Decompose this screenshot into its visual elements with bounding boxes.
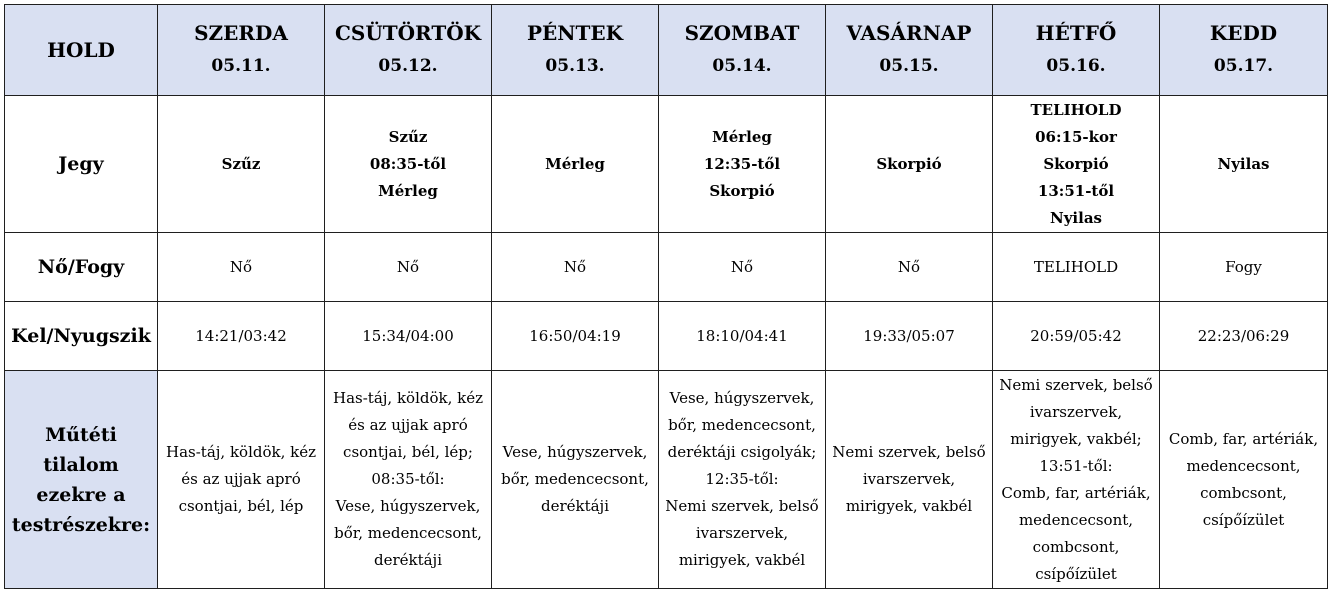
- times-cell: 19:33/05:07: [826, 302, 993, 371]
- organs-line: mirigyek, vakbél: [845, 497, 973, 515]
- times-cell: 18:10/04:41: [659, 302, 826, 371]
- organs-line: csípőízület: [1035, 564, 1117, 583]
- day-name: VASÁRNAP: [846, 21, 972, 45]
- surgery-row: [5, 371, 1328, 589]
- sign-line: Skorpió: [709, 181, 775, 200]
- organs-line: medencecsont,: [1018, 510, 1134, 529]
- phase-cell: Nő: [659, 233, 826, 302]
- sign-line: Nyilas: [1217, 154, 1270, 173]
- sign-line: 12:35-től: [703, 154, 781, 173]
- phase-cell: TELIHOLD: [993, 233, 1160, 302]
- organs-line: Nemi szervek, belső: [665, 497, 819, 515]
- row-label-phase: Nő/Fogy: [5, 233, 158, 302]
- day-date: 05.16.: [1046, 56, 1106, 76]
- sign-line: TELIHOLD: [1030, 100, 1122, 119]
- day-header: [492, 5, 659, 96]
- organs-line: deréktáji csigolyák;: [667, 443, 817, 461]
- sign-line: 08:35-től: [369, 154, 447, 173]
- day-name: HÉTFŐ: [1035, 21, 1117, 45]
- organs-line: csípőízület: [1202, 510, 1285, 529]
- organs-line: medencecsont,: [1186, 456, 1301, 475]
- organs-line: mirigyek, vakbél: [678, 551, 806, 569]
- organs-cell: [325, 371, 492, 589]
- organs-line: csontjai, bél, lép;: [343, 443, 473, 461]
- organs-line: bőr, medencecsont,: [334, 524, 482, 542]
- day-header: [993, 5, 1160, 96]
- organs-line: 08:35-től:: [371, 470, 445, 488]
- times-cell: 14:21/03:42: [158, 302, 325, 371]
- organs-cell: [659, 371, 826, 589]
- phase-cell: Nő: [158, 233, 325, 302]
- organs-line: bőr, medencecsont,: [668, 416, 816, 434]
- day-date: 05.12.: [378, 56, 438, 76]
- organs-cell: [1160, 371, 1328, 589]
- day-date: 05.13.: [545, 56, 605, 76]
- organs-line: csontjai, bél, lép: [178, 497, 304, 515]
- sign-line: Mérleg: [712, 127, 772, 146]
- day-name: PÉNTEK: [526, 21, 624, 45]
- organs-line: combcsont,: [1032, 537, 1120, 556]
- organs-line: combcsont,: [1200, 483, 1287, 502]
- organs-line: ivarszervek,: [1029, 402, 1123, 421]
- day-name: SZOMBAT: [684, 21, 800, 45]
- day-name: SZERDA: [194, 21, 288, 45]
- sign-line: 06:15-kor: [1035, 127, 1117, 146]
- day-date: 05.14.: [712, 56, 772, 76]
- organs-line: Nemi szervek, belső: [832, 443, 986, 461]
- times-row: [5, 302, 1328, 371]
- header-row: [5, 5, 1328, 96]
- organs-cell: [993, 371, 1160, 589]
- sign-cell: [158, 96, 325, 233]
- organs-line: 12:35-től:: [705, 470, 779, 488]
- organs-line: és az ujjak apró: [181, 470, 301, 488]
- phase-cell: Nő: [325, 233, 492, 302]
- row-label-line: Műtéti tilalom: [43, 423, 119, 476]
- day-header: [325, 5, 492, 96]
- day-header: [158, 5, 325, 96]
- sign-line: 13:51-től: [1037, 181, 1115, 200]
- organs-line: Vese, húgyszervek,: [335, 497, 481, 515]
- times-cell: 16:50/04:19: [492, 302, 659, 371]
- phase-cell: Nő: [826, 233, 993, 302]
- moon-calendar-table: [4, 4, 1328, 589]
- sign-line: Mérleg: [545, 154, 605, 173]
- organs-line: Has-táj, köldök, kéz: [166, 443, 316, 461]
- times-cell: 22:23/06:29: [1160, 302, 1328, 371]
- corner-label: HOLD: [5, 5, 158, 96]
- sign-cell: [325, 96, 492, 233]
- organs-cell: [826, 371, 993, 589]
- day-date: 05.11.: [211, 56, 271, 76]
- sign-cell: [826, 96, 993, 233]
- organs-line: 13:51-től:: [1039, 456, 1113, 475]
- day-header: [659, 5, 826, 96]
- sign-line: Mérleg: [378, 181, 438, 200]
- times-cell: 20:59/05:42: [993, 302, 1160, 371]
- row-label-line: ezekre a: [36, 483, 126, 506]
- sign-cell: [659, 96, 826, 233]
- day-header: [826, 5, 993, 96]
- organs-line: mirigyek, vakbél;: [1010, 429, 1142, 448]
- row-label-surgery: [5, 371, 158, 589]
- phase-row: [5, 233, 1328, 302]
- organs-line: Vese, húgyszervek,: [669, 389, 815, 407]
- organs-line: ivarszervek,: [695, 524, 789, 542]
- sign-line: Nyilas: [1050, 208, 1102, 227]
- sign-line: Skorpió: [1043, 154, 1109, 173]
- times-cell: 15:34/04:00: [325, 302, 492, 371]
- day-date: 05.17.: [1213, 56, 1274, 76]
- sign-cell: [993, 96, 1160, 233]
- sign-cell: [1160, 96, 1328, 233]
- day-name: CSÜTÖRTÖK: [334, 21, 482, 45]
- organs-line: Nemi szervek, belső: [999, 375, 1153, 394]
- organs-line: bőr, medencecsont,: [501, 470, 649, 488]
- organs-cell: [158, 371, 325, 589]
- day-header: [1160, 5, 1328, 96]
- organs-line: ivarszervek,: [862, 470, 956, 488]
- row-label-line: testrészekre:: [11, 513, 151, 536]
- sign-row: [5, 96, 1328, 233]
- sign-line: Skorpió: [876, 154, 942, 173]
- phase-cell: Fogy: [1160, 233, 1328, 302]
- sign-cell: [492, 96, 659, 233]
- row-label-times: Kel/Nyugszik: [5, 302, 158, 371]
- sign-line: Szűz: [388, 127, 428, 146]
- organs-line: Comb, far, artériák,: [1001, 483, 1151, 502]
- organs-cell: [492, 371, 659, 589]
- organs-line: deréktáji: [373, 551, 443, 569]
- organs-line: Has-táj, köldök, kéz: [333, 389, 483, 407]
- day-date: 05.15.: [879, 56, 939, 76]
- sign-line: Szűz: [221, 154, 261, 173]
- day-name: KEDD: [1209, 21, 1278, 45]
- organs-line: Vese, húgyszervek,: [502, 443, 648, 461]
- organs-line: Comb, far, artériák,: [1168, 429, 1319, 448]
- row-label-sign: Jegy: [5, 96, 158, 233]
- organs-line: és az ujjak apró: [348, 416, 468, 434]
- organs-line: deréktáji: [540, 497, 610, 515]
- phase-cell: Nő: [492, 233, 659, 302]
